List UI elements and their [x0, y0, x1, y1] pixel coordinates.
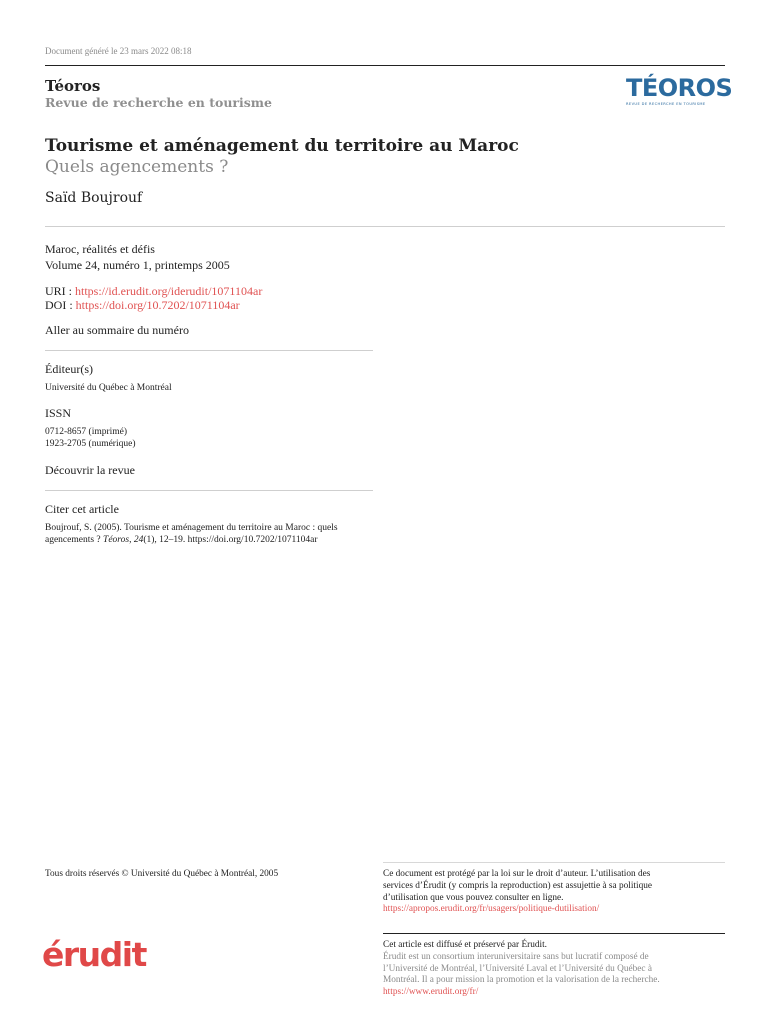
article-title: Tourisme et aménagement du territoire au Maroc: [45, 136, 519, 156]
uri-link[interactable]: https://id.erudit.org/iderudit/1071104ar: [75, 284, 263, 298]
notice-line: d’utilisation que vous pouvez consulter en ligne.: [383, 892, 564, 903]
consortium-line: Montréal. Il a pour mission la promotion et la valorisation de la recherche.: [383, 975, 660, 986]
citation-text: (1), 12–19. https://doi.org/10.7202/1071104ar: [143, 535, 318, 545]
uri-line: [45, 284, 262, 299]
issn-print: 0712-8657 (imprimé): [45, 427, 128, 437]
article-subtitle: Quels agencements ?: [45, 157, 229, 177]
publisher-name: Université du Québec à Montréal: [45, 383, 172, 393]
footer-divider: [383, 862, 725, 863]
citation-text: ,: [129, 535, 134, 545]
copyright-notice: [383, 869, 725, 916]
notice-line: Ce document est protégé par la loi sur le droit d’auteur. L’utilisation des: [383, 869, 651, 879]
issn-heading: ISSN: [45, 406, 72, 420]
teoros-logo-text: TÉOROS: [626, 74, 733, 102]
cite-heading: Citer cet article: [45, 502, 119, 516]
issue-volume: Volume 24, numéro 1, printemps 2005: [45, 258, 230, 272]
citation-line-2: [45, 535, 318, 545]
header-divider: [45, 65, 725, 66]
journal-subtitle: Revue de recherche en tourisme: [45, 95, 272, 110]
issn-digital: 1923-2705 (numérique): [45, 439, 136, 449]
erudit-link[interactable]: https://www.erudit.org/fr/: [383, 987, 479, 998]
citation-text: agencements ?: [45, 535, 104, 545]
notice-line: services d’Érudit (y compris la reproduction) est assujettie à sa politique: [383, 880, 653, 891]
discover-journal-link[interactable]: Découvrir la revue: [45, 463, 135, 477]
erudit-logo: érudit: [42, 935, 146, 974]
consortium-line: Érudit est un consortium interuniversitaire sans but lucratif composé de: [383, 951, 649, 962]
doi-link[interactable]: https://doi.org/10.7202/1071104ar: [75, 298, 240, 312]
citation-journal: Téoros: [103, 535, 130, 545]
article-author: Saïd Boujrouf: [45, 190, 143, 206]
journal-name: Téoros: [45, 77, 101, 95]
publisher-heading: Éditeur(s): [45, 362, 93, 376]
summary-link[interactable]: Aller au sommaire du numéro: [45, 323, 189, 337]
footer-divider-dark: [383, 933, 725, 934]
rights-text: Tous droits réservés © Université du Québec à Montréal, 2005: [45, 869, 279, 879]
issue-theme: Maroc, réalités et défis: [45, 242, 155, 256]
uri-label: URI :: [45, 284, 75, 298]
consortium-line: l’Université de Montréal, l’Université Laval et l’Université du Québec à: [383, 963, 652, 974]
citation-line-1: Boujrouf, S. (2005). Tourisme et aménagement du territoire au Maroc : quels: [45, 523, 338, 533]
erudit-info: [383, 940, 725, 999]
diffusion-text: Cet article est diffusé et préservé par Érudit.: [383, 940, 548, 950]
generated-date: Document généré le 23 mars 2022 08:18: [45, 46, 192, 56]
section-divider: [45, 490, 373, 491]
section-divider: [45, 350, 373, 351]
citation-volume: 24: [133, 535, 144, 545]
doi-label: DOI :: [45, 298, 76, 312]
doi-line: [45, 298, 240, 313]
teoros-logo: [626, 74, 733, 110]
title-divider: [45, 226, 725, 227]
policy-link[interactable]: https://apropos.erudit.org/fr/usagers/politique-dutilisation/: [383, 904, 600, 915]
teoros-logo-tagline: REVUE DE RECHERCHE EN TOURISME: [626, 102, 706, 106]
